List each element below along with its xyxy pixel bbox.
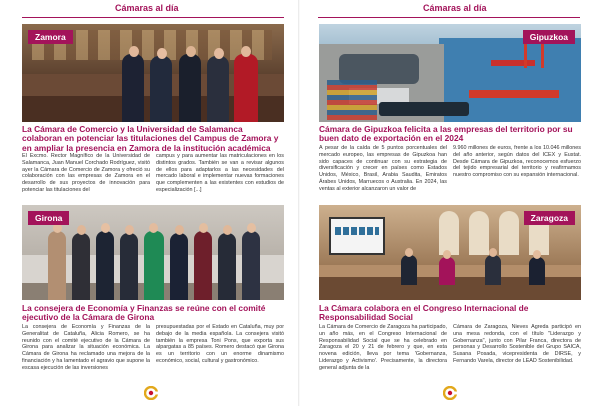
zaragoza-headline: La Cámara colabora en el Congreso Internacional de Responsabilidad Social [319,303,529,323]
camaras-logo-icon [144,386,158,400]
girona-text-col2: presupuestadas por el Estado en Cataluña, muy por debajo de la media española. La consejera visitó también la empresa Toni Pons, que exporta sus alpargatas a 85 países. Romero destacó que Girona es un territorio con un enorme dinamismo económico, social, cultural y gastronómico. [156,324,284,364]
zaragoza-tag: Zaragoza [524,211,575,225]
zaragoza-text-col1: La Cámara de Comercio de Zaragoza ha participado, un año más, en el Congreso Internacional de Responsabilidad Social que se ha celebrado en Zaragoza el 20 y 21 de febrero y que, en esta novena edición, lleva por tema 'Gobernanza, Liderazgo y Activismo'. Precisamente, la directora general adjunta de la [319,324,447,371]
zaragoza-photo [319,205,581,300]
camaras-logo-icon [443,386,457,400]
gipuzkoa-tag: Gipuzkoa [523,30,575,44]
zamora-tag: Zamora [28,30,73,44]
gipuzkoa-text-col1: A pesar de la caída de 5 puntos porcentuales del mercado europeo, las empresas de Gipuzkoa han sido capaces de continuar con su estrategia de diversificación y crecer en países como Estados Unidos, México, Brasil, Arabia Saudita, Emiratos Árabes Unidos, Marruecos o Australia. En 2024, las ventas al exterior alcanzaron un valor de [319,145,447,192]
page-header-title: Cámaras al día [115,3,179,13]
gipuzkoa-photo [319,24,581,122]
zamora-photo [22,24,284,122]
gipuzkoa-headline: Cámara de Gipuzkoa felicita a las empresas del territorio por su buen dato de exportación en el 2024 [319,124,573,144]
header-rule [22,17,284,18]
girona-text-col1: La consejera de Economía y Finanzas de la Generalitat de Cataluña, Alicia Romero, se ha reunido con el comité ejecutivo de la Cámara de Girona para analizar la situación económica. La Cámara de Girona ha reclamado una mejora de la financiación y ha lamentado el agravio que supone la escasa ejecución de las inversiones [22,324,150,371]
right-page [300,0,600,406]
zamora-headline: La Cámara de Comercio y la Universidad de Salamanca colaboran en potenciar las titulaciones del Campus de Zamora y en ampliar la presencia en Zamora de la institución académica [22,124,279,153]
page-header-title: Cámaras al día [423,3,487,13]
girona-headline: La consejera de Economía y Finanzas se reúne con el comité ejecutivo de la Cámara de Girona [22,303,266,323]
zaragoza-text-col2: Cámara de Zaragoza, Nieves Ágreda participó en una mesa redonda, con el título "Liderazgo y Gobernanza", junto con Pilar Franca, directora de personas y Desarrollo Sostenible del Grupo SAICA, Susana Posada, vicepresidenta de DIRSE, y Fernando Varela, director de LEAD Sostenibilidad. [453,324,581,364]
gipuzkoa-text-col2: 9.960 millones de euros, frente a los 10.046 millones del año anterior, según datos del ICEX y Eustat. Desde Cámara de Gipuzkoa, reconocemos esfuerzo del tejido empresarial del territorio y reafirmamos nuestro compromiso con su expansión internacional. [453,145,581,179]
header-rule [318,17,580,18]
zamora-text-col1: El Excmo. Rector Magnífico de la Universidad de Salamanca, Juan Manuel Corchado Rodríguez, visitó ayer la Cámara de Comercio de Zamora y ofreció su colaboración con las empresas de Zamora en el desarrollo de sus proyectos de innovación para potenciar las titulaciones del [22,153,150,193]
girona-tag: Girona [28,211,69,225]
zamora-text-col2: campus y para aumentar las matriculaciones en los distintos grados. También se van a revisar algunos de ellos para adaptarlos a las necesidades del mercado laboral e implementar nuevas formaciones que complementen a las existentes con estudios de especialización [...] [156,153,284,193]
girona-photo [22,205,284,300]
